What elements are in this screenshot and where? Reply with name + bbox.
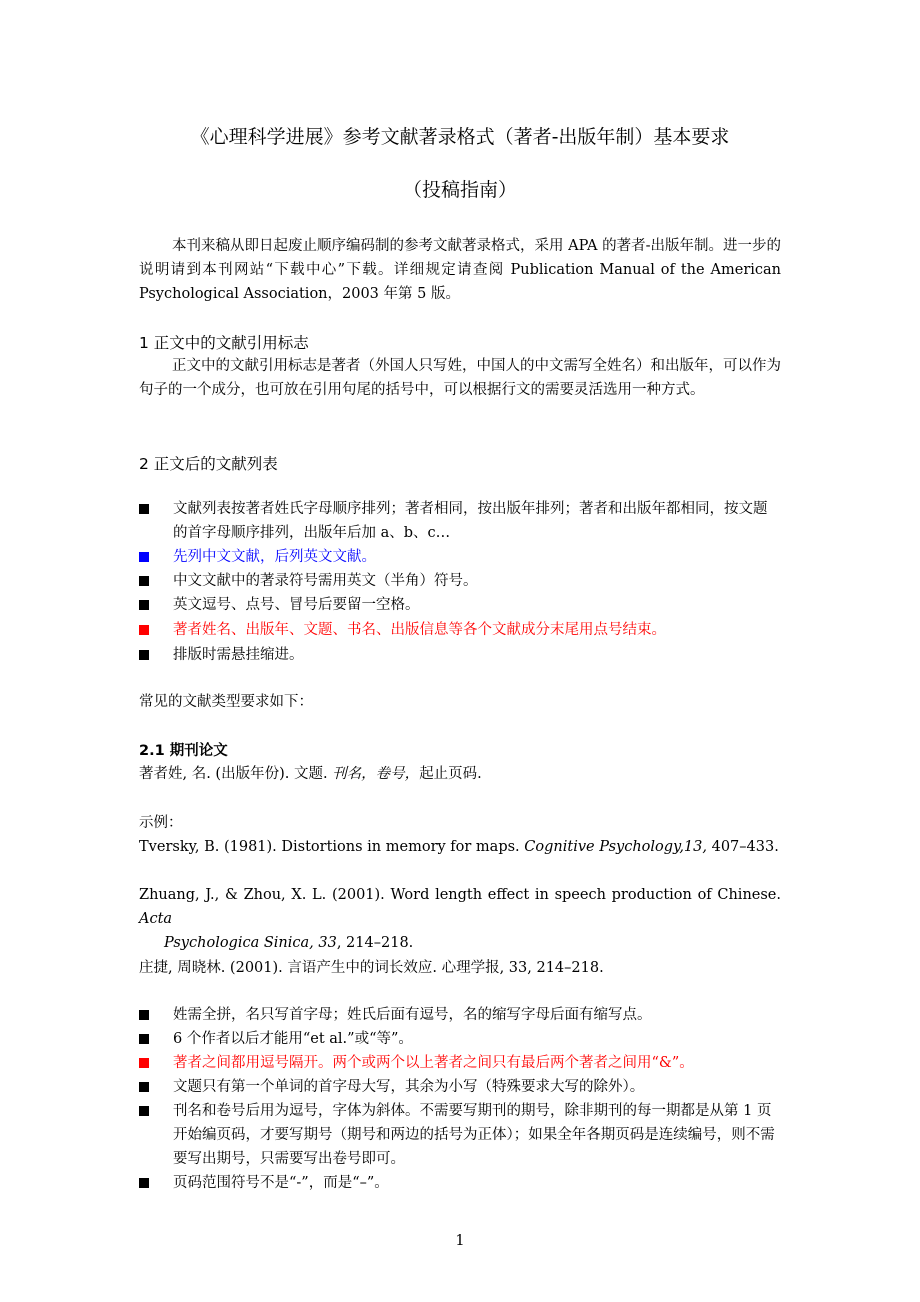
common-types-text: 常见的文献类型要求如下： (139, 694, 313, 710)
bullet-square-icon (139, 650, 149, 660)
bullet-square-icon (139, 600, 149, 610)
bullet-square-icon (139, 576, 149, 586)
section2-heading: 2 正文后的文献列表 (139, 455, 278, 473)
document-page: 《心理科学进展》参考文献著录格式（著者-出版年制）基本要求 （投稿指南） 本刊来稿从即日起废止顺序编码制的参考文献著录格式，采用 APA 的著者-出版年制。进一步的说明请到本刊网站“下载中心”下载。详细规定请查阅 Publication Manual of the American Psychological Association，2003 年第 5 版。 1 正文中的文献引用标志 正文中的文献引用标志是著者（外国人只写姓，中国人的中文需写全姓名）和出版年，可以作为句子的一个成分，也可放在引用句尾的括号中，可以根据行文的需要灵活选用一种方式。 2 正文后的文献列表 文献列表按著者姓氏字母顺序排列；著者相同，按出版年排列；著者和出版年都相同，按文题的首字母顺序排列，出版年后加 a、b、c… 先列中文文献，后列英文文献。 中文文献中的著录符号需用英文（半角）符号。 英文逗号、点号、冒号后要留一空格。 著者姓名、出版年、文题、书名、出版信息等各个文献成分末尾用点号结束。 排版时需悬挂缩进。 常见的文献类型要求如下： 2.1 期刊论文 著者姓, 名. (出版年份). 文题. 刊名，卷号，起止页码. 示例： Tversky, B. (1981). Distortions in memory for maps. Cognitive Psychology,13, 407–433. Zhuang, J., & Zhou, X. L. (2001). Word length effect in speech production of Chinese. Acta Psychologica Sinica, 33, 214–218. 庄捷, 周晓林. (2001). 言语产生中的词长效应. 心理学报, 33, 214–218. 姓需全拼，名只写首字母；姓氏后面有逗号，名的缩写字母后面有缩写点。 6 个作者以后才能用“et al.”或“等”。 著者之间都用逗号隔开。两个或两个以上著者之间只有最后两个著者之间用“&”。 文题只有第一个单词的首字母大写，其余为小写（特殊要求大写的除外）。 刊名和卷号后用为逗号，字体为斜体。不需要写期刊的期号，除非期刊的每一期都是从第 1 页开始编页码，才要写期号（期号和两边的括号为正体）；如果全年各期页码是连续编号，则不需要写出期号，只需要写出卷号即可。 页码范围符号不是“-”，而是“–”。 1 (0, 0, 920, 1302)
example-ref-2: Zhuang, J., & Zhou, X. L. (2001). Word length effect in speech production of Chinese. Acta Psychologica Sinica, 33, 214–218. (139, 887, 781, 951)
intro-paragraph (139, 234, 781, 306)
bullet-square-icon (139, 1082, 149, 1092)
example-label: 示例： (139, 815, 183, 831)
page-subtitle: （投稿指南） (402, 179, 517, 201)
bullet-square-icon (139, 1034, 149, 1044)
section1-heading: 1 正文中的文献引用标志 (139, 334, 309, 352)
bullet-square-icon (139, 1178, 149, 1188)
section1-text: 正文中的文献引用标志是著者（外国人只写姓，中国人的中文需写全姓名）和出版年，可以作为句子的一个成分，也可放在引用句尾的括号中，可以根据行文的需要灵活选用一种方式。 (139, 358, 781, 398)
intro-text: 本刊来稿从即日起废止顺序编码制的参考文献著录格式，采用 APA 的著者-出版年制。进一步的说明请到本刊网站“下载中心”下载。详细规定请查阅 Publication Manual of the American Psychological Association，2003 年第 5 版。 (139, 238, 781, 302)
example-ref-3: 庄捷, 周晓林. (2001). 言语产生中的词长效应. 心理学报, 33, 214–218. (139, 960, 604, 976)
journal-format: 著者姓, 名. (出版年份). 文题. 刊名，卷号，起止页码. (139, 766, 482, 782)
bullet-square-icon (139, 1010, 149, 1020)
example-ref-1: Tversky, B. (1981). Distortions in memory for maps. Cognitive Psychology,13, 407–433. (139, 839, 779, 855)
section21-heading: 2.1 期刊论文 (139, 743, 228, 759)
bullet-square-icon (139, 625, 149, 635)
section1-paragraph (139, 354, 781, 402)
bullet-square-icon (139, 1058, 149, 1068)
bullet-square-icon (139, 504, 149, 514)
page-number: 1 (455, 1233, 465, 1249)
bullet-square-icon (139, 552, 149, 562)
page-title: 《心理科学进展》参考文献著录格式（著者-出版年制）基本要求 (190, 126, 730, 148)
bullet-square-icon (139, 1106, 149, 1116)
